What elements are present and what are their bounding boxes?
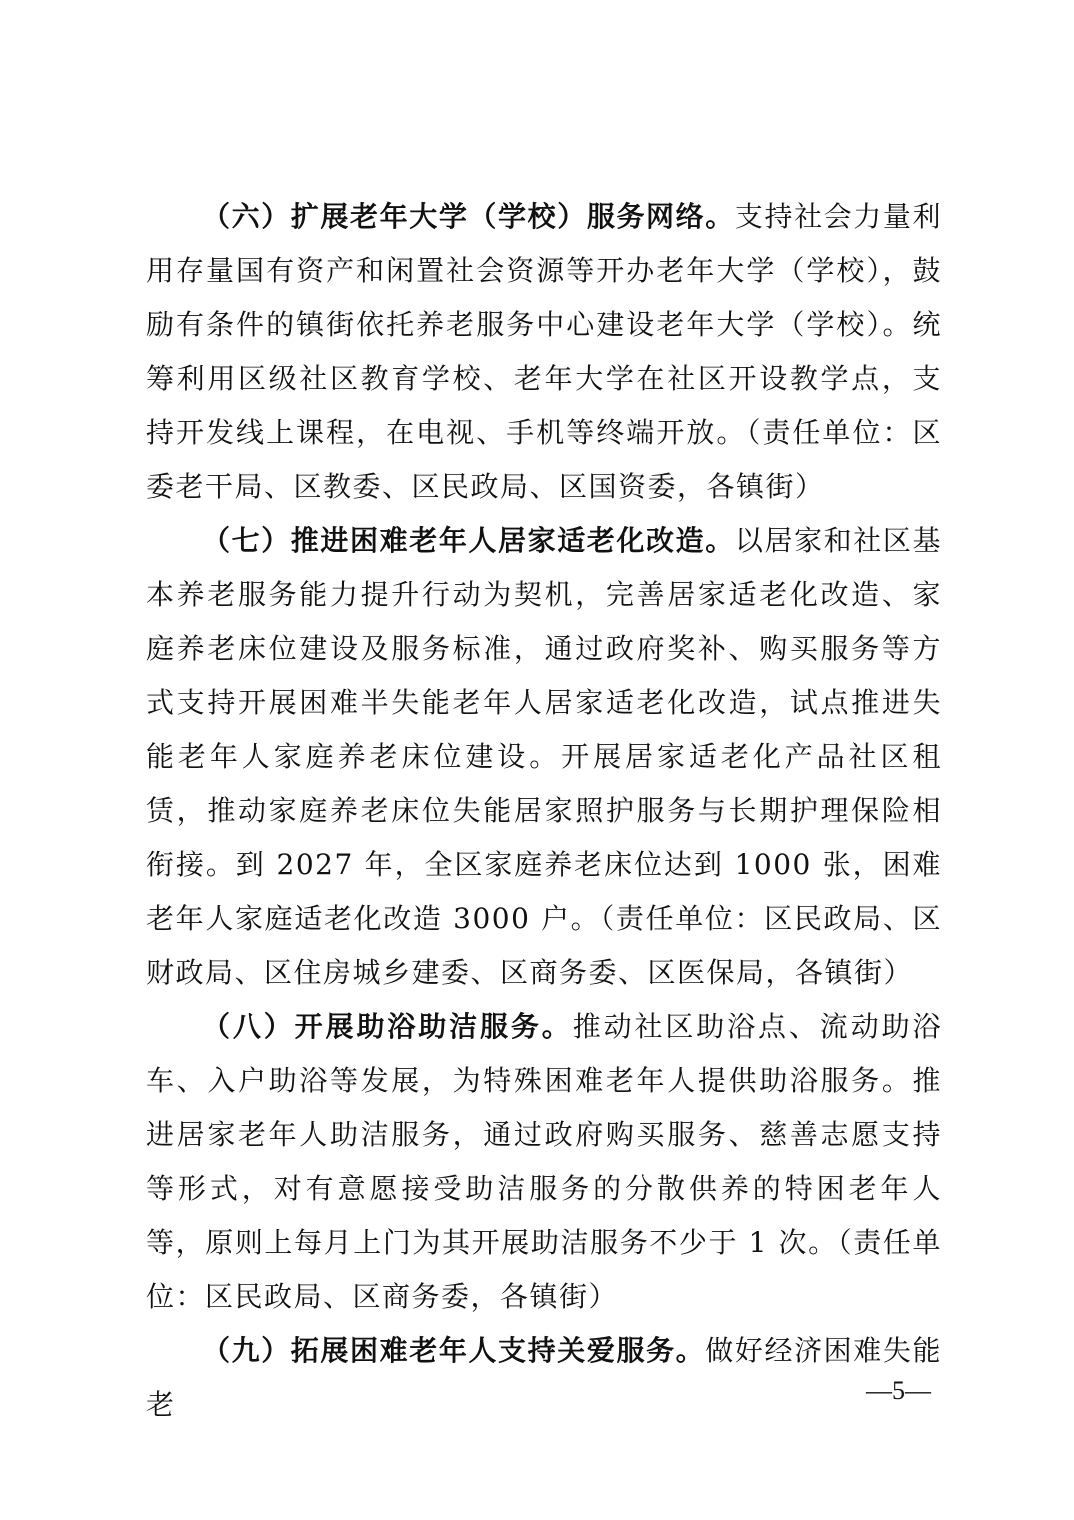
paragraph-9-text: 做好经济困难失能老 xyxy=(146,1334,942,1421)
paragraph-9-heading: （九）拓展困难老年人支持关爱服务。 xyxy=(202,1334,706,1367)
paragraph-8-heading: （八）开展助浴助洁服务。 xyxy=(202,1010,573,1043)
paragraph-9 xyxy=(146,1324,942,1432)
page-number: —5— xyxy=(866,1376,931,1405)
paragraph-7-heading: （七）推进困难老年人居家适老化改造。 xyxy=(202,524,735,557)
paragraph-7 xyxy=(146,514,942,1000)
paragraph-6-heading: （六）扩展老年大学（学校）服务网络。 xyxy=(202,200,735,233)
paragraph-8-text: 推动社区助浴点、流动助浴车、入户助浴等发展，为特殊困难老年人提供助浴服务。推进居家老年人助洁服务，通过政府购买服务、慈善志愿支持等形式，对有意愿接受助洁服务的分散供养的特困老年人等，原则上每月上门为其开展助洁服务不少于 1 次。（责任单位：区民政局、区商务委，各镇街） xyxy=(146,1010,942,1313)
document-body xyxy=(146,190,942,1432)
paragraph-6 xyxy=(146,190,942,514)
paragraph-8 xyxy=(146,1000,942,1324)
paragraph-7-text: 以居家和社区基本养老服务能力提升行动为契机，完善居家适老化改造、家庭养老床位建设及服务标准，通过政府奖补、购买服务等方式支持开展困难半失能老年人居家适老化改造，试点推进失能老年人家庭养老床位建设。开展居家适老化产品社区租赁，推动家庭养老床位失能居家照护服务与长期护理保险相衔接。到 2027 年，全区家庭养老床位达到 1000 张，困难老年人家庭适老化改造 3000 户。（责任单位：区民政局、区财政局、区住房城乡建委、区商务委、区医保局，各镇街） xyxy=(146,524,942,989)
paragraph-6-text: 支持社会力量利用存量国有资产和闲置社会资源等开办老年大学（学校），鼓励有条件的镇街依托养老服务中心建设老年大学（学校）。统筹利用区级社区教育学校、老年大学在社区开设教学点，支持开发线上课程，在电视、手机等终端开放。（责任单位：区委老干局、区教委、区民政局、区国资委，各镇街） xyxy=(146,200,942,503)
